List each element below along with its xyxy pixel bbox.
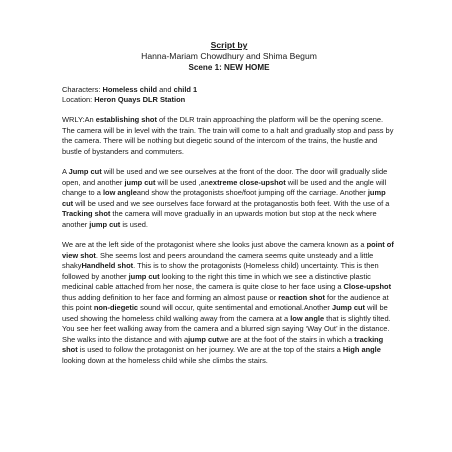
characters-and: and: [157, 85, 174, 94]
p2-term: Jump cut: [68, 167, 102, 176]
p3-text: We are at the left side of the protagonist where she looks just above the camera known as a: [62, 240, 367, 249]
p3-term: jump cut: [188, 334, 220, 344]
p3-term: tracking shot: [62, 334, 384, 354]
p3-text: for the audience at this point: [62, 292, 389, 312]
p3-term: non-diegetic: [93, 303, 139, 312]
p3-text: we are at the foot of the stairs in which a: [219, 334, 355, 344]
p2-text: will be used and we see ourselves face forward at the protaganostis both feet. With the use of a: [73, 198, 390, 208]
character-child-1: child 1: [173, 85, 198, 94]
p2-text: the camera will move gradually in an upwards motion but stop at the neck where another: [62, 209, 377, 229]
p3-text: is used to follow the protagonist on her journey. We are at the top of the stairs a: [77, 345, 343, 354]
p3-text: . This is to show the protagonists (Homeless child) uncertainty. This is then followed by another: [62, 261, 379, 281]
characters-line: [62, 85, 396, 95]
p3-text: that is slightly tilted. You see her feet walking away from the camera and a blurred sign saying ‘Way Out’ in the distance. She walks into the distance and with a: [62, 313, 391, 344]
p3-text: sound will occur, quite sentimental and emotional.Another: [138, 303, 332, 312]
p3-text: . She seems lost and peers aroundand the camera seems quite unsteady and a little shaky: [62, 250, 374, 270]
location-value: Heron Quays DLR Station: [94, 95, 186, 104]
p3-term: High angle: [342, 345, 381, 354]
paragraph-3: [62, 240, 396, 366]
scene-heading: Scene 1: NEW HOME: [188, 63, 270, 72]
p2-text: will be used and the angle will change to a: [62, 177, 387, 197]
p2-text: is used.: [120, 219, 148, 229]
p2-term: extreme close-upshot: [208, 177, 286, 187]
p2-term: Tracking shot: [62, 209, 111, 218]
p3-text: thus adding definition to her face and forming an almost pause or: [62, 292, 279, 302]
p2-term: jump cut: [124, 177, 156, 187]
p3-text: looking down at the homeless child while she climbs the stairs.: [62, 355, 268, 365]
paragraph-1: [62, 115, 396, 157]
location-line: [62, 95, 396, 105]
p2-term: jump cut: [62, 188, 386, 208]
p3-term: low angle: [290, 313, 325, 323]
p1-term: establishing shot: [95, 115, 157, 124]
p2-term: low angle: [102, 188, 137, 197]
document-title: Script by: [210, 40, 248, 50]
location-label: Location:: [62, 95, 95, 104]
character-homeless-child: Homeless child: [102, 85, 158, 94]
p1-text: of the DLR train approaching the platform will be the opening scene. The camera will be in level with the train. The train will come to a halt and gradually stop and pass by the camera. There will be nothing but diegetic sound of the intercom of the trains, the hustle and bustle of bystanders and commuters.: [62, 115, 394, 156]
p3-term: reaction shot: [278, 292, 325, 302]
document-authors: Hanna-Mariam Chowdhury and Shima Begum: [141, 51, 317, 61]
p2-text: will be used ,an: [155, 177, 209, 187]
scene-meta: [62, 85, 396, 105]
p2-term: jump cut: [89, 219, 121, 229]
p3-term: point of view shot: [62, 240, 394, 260]
p1-text: WRLY:An: [62, 115, 96, 124]
p3-term: Close-upshot: [343, 282, 392, 291]
p2-text: A: [62, 167, 69, 176]
p3-text: looking to the right this time in which we see a distinctive plastic medicinal cable attached from her nose, the camera is quite close to her face using a: [62, 271, 371, 291]
p3-term: Jump cut: [331, 303, 366, 312]
script-document: [62, 40, 396, 366]
p2-text: will be used and we see ourselves at the front of the door. The door will gradually slide open, and another: [62, 167, 388, 187]
p2-text: and show the protagonists shoe/foot jumping off the carriage. Another: [136, 188, 368, 197]
characters-label: Characters:: [62, 85, 103, 94]
p3-text: will be used showing the homeless child walking away from the camera at a: [62, 303, 388, 323]
p3-term: jump cut: [128, 271, 160, 281]
p3-term: Handheld shot: [81, 261, 134, 270]
paragraph-2: [62, 167, 396, 230]
